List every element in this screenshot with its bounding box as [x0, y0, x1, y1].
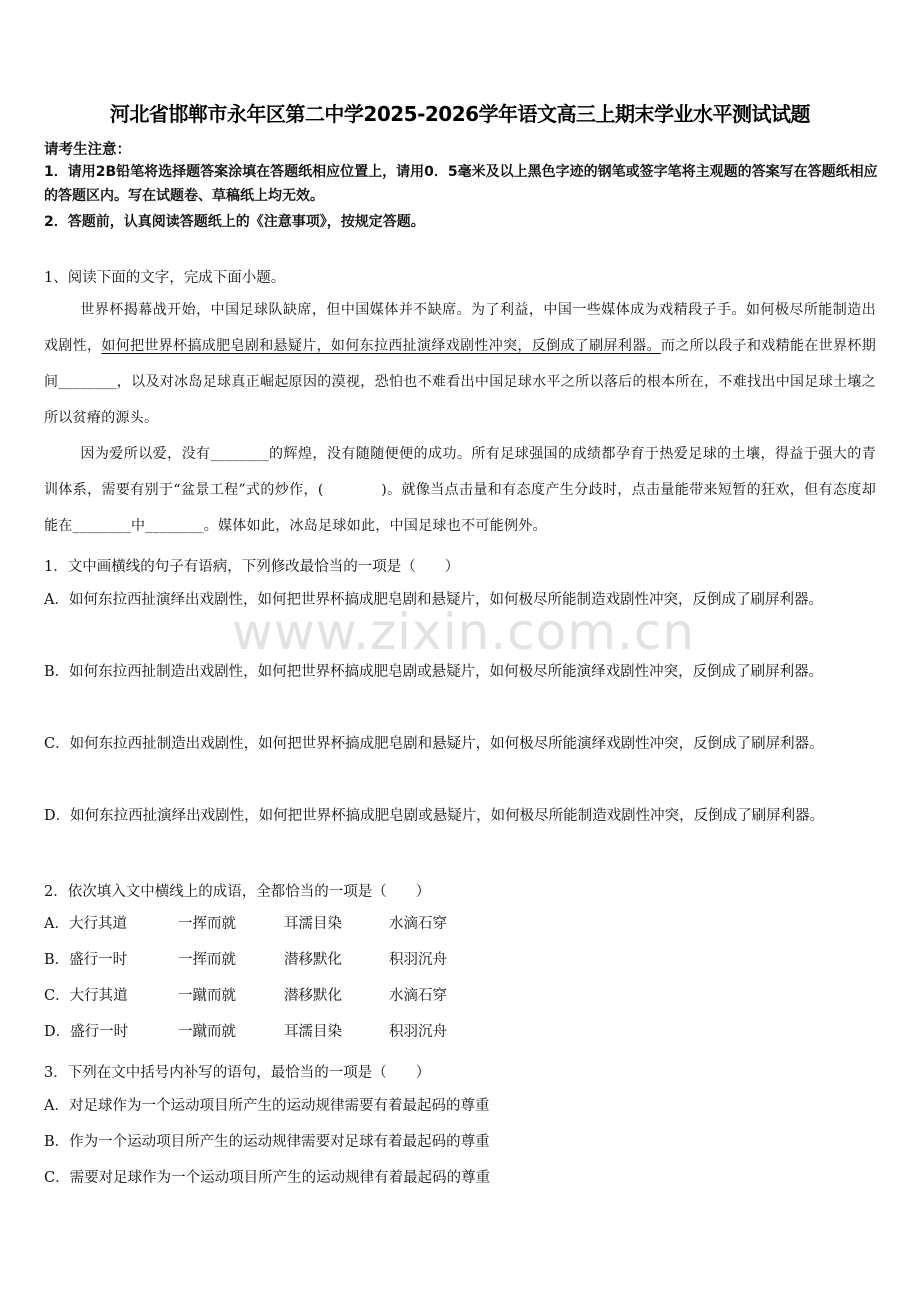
question-1-option-d: D．如何东拉西扯演绎出戏剧性，如何把世界杯搞成肥皂剧或悬疑片，如何极尽所能制造戏剧性冲突，反倒成了刷屏利器。 [44, 808, 825, 824]
option-cell: 一挥而就 [178, 952, 236, 968]
option-cell: 潜移默化 [284, 952, 342, 968]
question-1-option-b: B．如何东拉西扯制造出戏剧性，如何把世界杯搞成肥皂剧或悬疑片，如何极尽所能演绎戏剧性冲突，反倒成了刷屏利器。 [44, 664, 824, 680]
option-cell: 水滴石穿 [389, 916, 447, 932]
question-2-option-c [44, 978, 564, 1014]
question-1-option-a: A．如何东拉西扯演绎出戏剧性，如何把世界杯搞成肥皂剧和悬疑片，如何极尽所能制造戏剧性冲突，反倒成了刷屏利器。 [44, 592, 823, 608]
option-cell: A．大行其道 [44, 916, 127, 932]
option-cell: 一挥而就 [178, 916, 236, 932]
option-cell: 积羽沉舟 [389, 952, 447, 968]
question-2-option-b [44, 942, 564, 978]
option-cell: 积羽沉舟 [389, 1024, 447, 1040]
notice-item-2: 2．答题前，认真阅读答题纸上的《注意事项》，按规定答题。 [44, 214, 425, 230]
passage-paragraph-1 [44, 292, 876, 436]
option-cell: D．盛行一时 [44, 1024, 129, 1040]
question-2-option-a [44, 906, 564, 942]
notice-heading: 请考生注意： [44, 142, 131, 158]
question-3-option-c: C．需要对足球作为一个运动项目所产生的运动规律有着最起码的尊重 [44, 1170, 491, 1186]
watermark: www.zixin.com.cn [232, 603, 696, 661]
option-cell: 耳濡目染 [284, 916, 342, 932]
option-cell: 耳濡目染 [284, 1024, 342, 1040]
option-cell: 水滴石穿 [389, 988, 447, 1004]
question-2-option-d [44, 1014, 564, 1050]
passage-text: 而之所以段子和戏精能在世界杯期间________，以及对冰岛足球真正崛起原因的漠视，恐怕也不难看出中国足球水平之所以落后的根本所在，不难找出中国足球土壤之所以贫瘠的源头。 [44, 338, 877, 426]
option-cell: 一蹴而就 [178, 1024, 236, 1040]
question-2-stem: 2．依次填入文中横线上的成语，全都恰当的一项是（ ） [44, 884, 431, 900]
passage-text: 世界杯揭幕战开始，中国足球队缺席，但中国媒体并不缺席。为了利益，中国一些媒体成为戏精段子手。如何极尽所能制造出戏剧性， [44, 302, 876, 354]
option-cell: C．大行其道 [44, 988, 128, 1004]
option-cell: 一蹴而就 [178, 988, 236, 1004]
page-title: 河北省邯郸市永年区第二中学2025-2026学年语文高三上期末学业水平测试试题 [109, 102, 811, 126]
question-1-option-c: C．如何东拉西扯制造出戏剧性，如何把世界杯搞成肥皂剧和悬疑片，如何极尽所能演绎戏剧性冲突，反倒成了刷屏利器。 [44, 736, 824, 752]
option-cell: 潜移默化 [284, 988, 342, 1004]
section-1-heading: 1、阅读下面的文字，完成下面小题。 [44, 270, 286, 286]
question-3-option-a: A．对足球作为一个运动项目所产生的运动规律需要有着最起码的尊重 [44, 1098, 490, 1114]
question-3-stem: 3．下列在文中括号内补写的语句，最恰当的一项是（ ） [44, 1065, 431, 1081]
underlined-sentence: 如何把世界杯搞成肥皂剧和悬疑片，如何东拉西扯演绎戏剧性冲突，反倒成了刷屏利器。 [101, 338, 661, 354]
passage-paragraph-2: 因为爱所以爱，没有________的辉煌，没有随随便便的成功。所有足球强国的成绩都孕育于热爱足球的土壤，得益于强大的青训体系，需要有别于“盆景工程”式的炒作，( )。就像当点击量和有态度产生分歧时，点击量能带来短暂的狂欢，但有态度却能在________中________。媒体如此，冰岛足球如此，中国足球也不可能例外。 [44, 446, 876, 534]
option-cell: B．盛行一时 [44, 952, 128, 968]
question-1-stem: 1．文中画横线的句子有语病，下列修改最恰当的一项是（ ） [44, 559, 460, 575]
question-3-option-b: B．作为一个运动项目所产生的运动规律需要对足球有着最起码的尊重 [44, 1134, 490, 1150]
notice-item-1: 1．请用2B铅笔将选择题答案涂填在答题纸相应位置上，请用0．5毫米及以上黑色字迹的钢笔或签字笔将主观题的答案写在答题纸相应的答题区内。写在试题卷、草稿纸上均无效。 [44, 164, 878, 204]
